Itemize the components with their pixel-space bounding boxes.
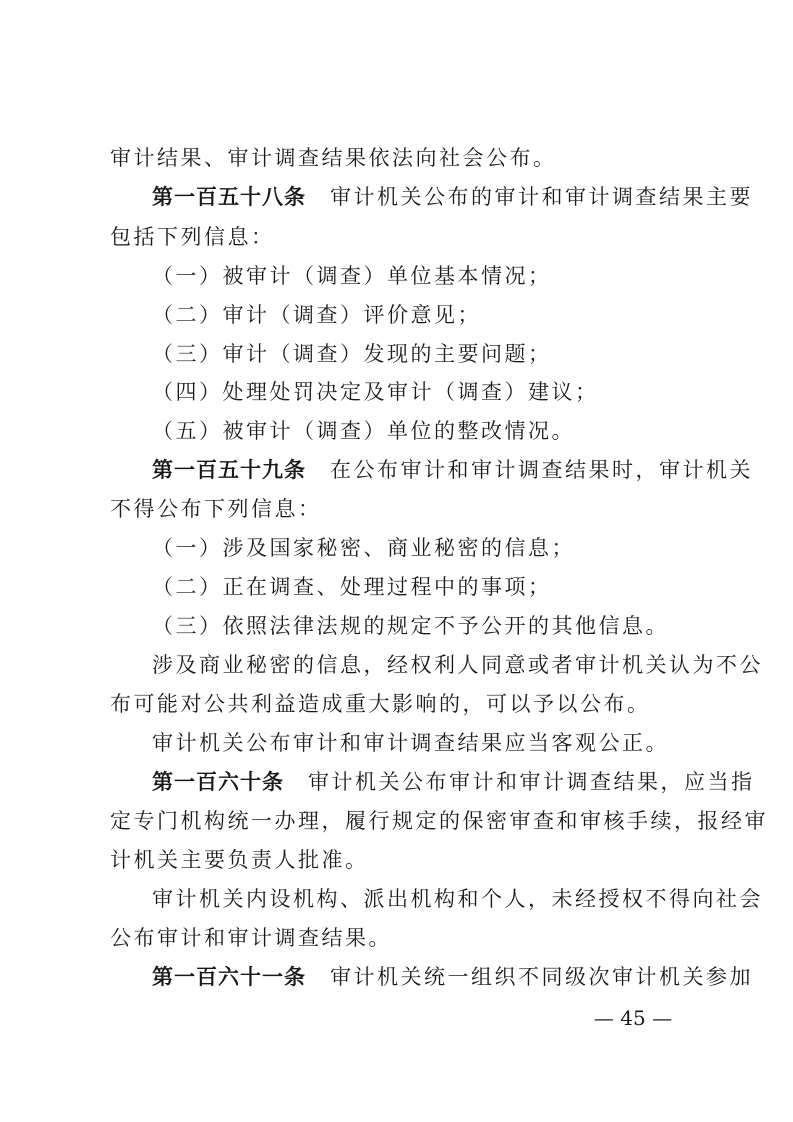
list-item: （五）被审计（调查）单位的整改情况。	[152, 419, 575, 443]
article-title: 第一百六十条	[152, 770, 284, 794]
list-item: （三）审计（调查）发现的主要问题；	[152, 342, 552, 366]
article-160	[152, 770, 755, 794]
page-number: — 45 —	[593, 1006, 673, 1030]
text-line: 包括下列信息：	[110, 225, 275, 249]
list-item: （二）审计（调查）评价意见；	[152, 303, 481, 327]
text-line: 定专门机构统一办理，履行规定的保密审查和审核手续，报经审	[110, 809, 768, 833]
article-text: 在公布审计和审计调查结果时，审计机关	[330, 458, 753, 482]
list-item: （四）处理处罚决定及审计（调查）建议；	[152, 380, 599, 404]
text-line: 计机关主要负责人批准。	[110, 848, 369, 872]
article-158	[152, 185, 753, 209]
text-line: 涉及商业秘密的信息，经权利人同意或者审计机关认为不公	[152, 653, 763, 677]
list-item: （三）依照法律法规的规定不予公开的其他信息。	[152, 614, 669, 638]
article-text: 审计机关统一组织不同级次审计机关参加	[330, 965, 753, 989]
article-title: 第一百六十一条	[152, 965, 306, 989]
list-item: （一）被审计（调查）单位基本情况；	[152, 264, 552, 288]
text-line: 审计机关公布审计和审计调查结果应当客观公正。	[152, 731, 669, 755]
article-title: 第一百五十八条	[152, 185, 306, 209]
text-line: 布可能对公共利益造成重大影响的，可以予以公布。	[110, 692, 651, 716]
article-159	[152, 458, 753, 482]
text-line: 审计结果、审计调查结果依法向社会公布。	[110, 146, 557, 170]
article-text: 审计机关公布的审计和审计调查结果主要	[330, 185, 753, 209]
article-text: 审计机关公布审计和审计调查结果，应当指	[308, 770, 755, 794]
list-item: （一）涉及国家秘密、商业秘密的信息；	[152, 536, 575, 560]
text-line: 公布审计和审计调查结果。	[110, 926, 392, 950]
text-line: 审计机关内设机构、派出机构和个人，未经授权不得向社会	[152, 887, 763, 911]
list-item: （二）正在调查、处理过程中的事项；	[152, 575, 552, 599]
text-line: 不得公布下列信息：	[110, 497, 322, 521]
article-title: 第一百五十九条	[152, 458, 306, 482]
article-161	[152, 965, 753, 989]
